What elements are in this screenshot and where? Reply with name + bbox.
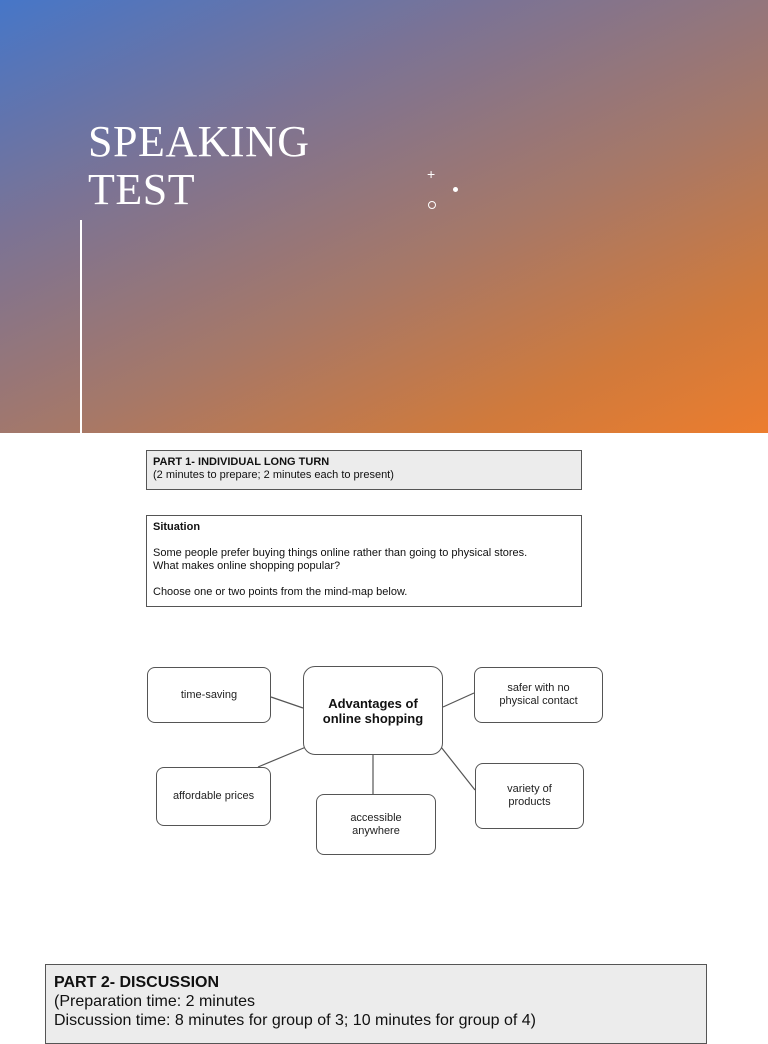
situation-question: What makes online shopping popular? bbox=[153, 560, 341, 572]
part1-heading: PART 1- INDIVIDUAL LONG TURN bbox=[153, 456, 330, 468]
mind-map bbox=[140, 655, 615, 865]
title-line-2: TEST bbox=[88, 165, 196, 214]
part2-heading: PART 2- DISCUSSION bbox=[54, 974, 220, 991]
part1-header bbox=[146, 450, 582, 490]
node-time-saving: time-saving bbox=[147, 667, 271, 723]
node-variety: variety of products bbox=[475, 763, 584, 829]
title-banner bbox=[0, 0, 768, 433]
node-affordable: affordable prices bbox=[156, 767, 271, 826]
situation-heading: Situation bbox=[153, 521, 201, 533]
title-line-1: SPEAKING bbox=[88, 117, 310, 166]
page-title bbox=[88, 118, 388, 214]
situation-box bbox=[146, 515, 582, 607]
node-accessible: accessible anywhere bbox=[316, 794, 436, 855]
node-center: Advantages of online shopping bbox=[303, 666, 443, 755]
node-safer: safer with no physical contact bbox=[474, 667, 603, 723]
part2-preparation: (Preparation time: 2 minutes bbox=[54, 993, 255, 1010]
plus-decoration-icon: + bbox=[427, 166, 436, 182]
part2-header bbox=[45, 964, 707, 1044]
part2-discussion-time: Discussion time: 8 minutes for group of 3; 10 minutes for group of 4) bbox=[54, 1012, 537, 1029]
situation-instruction: Choose one or two points from the mind-map below. bbox=[153, 586, 408, 598]
connector-time-saving bbox=[271, 697, 303, 708]
vertical-divider bbox=[80, 220, 82, 433]
situation-text: Some people prefer buying things online rather than going to physical stores. bbox=[153, 547, 528, 559]
part1-subtitle: (2 minutes to prepare; 2 minutes each to present) bbox=[153, 469, 394, 481]
connector-variety bbox=[441, 747, 475, 790]
connector-safer bbox=[443, 693, 474, 707]
dot-decoration-icon bbox=[453, 187, 458, 192]
connector-affordable bbox=[258, 747, 306, 767]
ring-decoration-icon bbox=[428, 201, 436, 209]
